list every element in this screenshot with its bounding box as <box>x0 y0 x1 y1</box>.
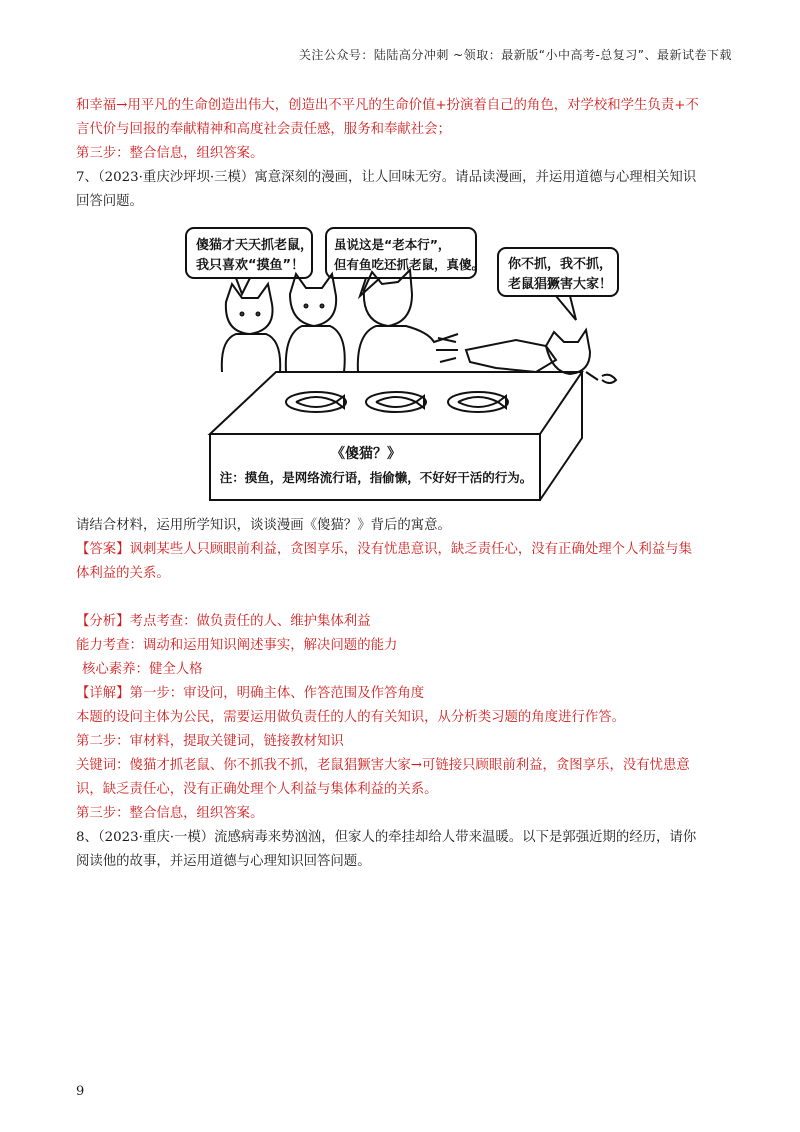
comic-bubble-1-line-2: 我只喜欢“摸鱼”！ <box>196 258 305 273</box>
question-7-cont: 回答问题。 <box>76 194 143 209</box>
text-line: 第三步：整合信息，组织答案。 <box>76 146 264 161</box>
analysis-line: 能力考查：调动和运用知识阐述事实，解决问题的能力 <box>76 638 398 653</box>
detail-line: 关键词：傻猫才抓老鼠、你不抓我不抓，老鼠猖獗害大家→可链接只顾眼前利益，贪图享乐，没有忧患意 <box>76 758 690 773</box>
comic-bubble-1-line-1: 傻猫才天天抓老鼠， <box>196 238 314 253</box>
detail-line: 【详解】第一步：审设问，明确主体、作答范围及作答角度 <box>76 686 425 701</box>
detail-line: 本题的设问主体为公民，需要运用做负责任的人的有关知识，从分析类习题的角度进行作答。 <box>76 710 626 725</box>
comic-note: 注：摸鱼，是网络流行语，指偷懒，不好好干活的行为。 <box>219 470 533 485</box>
comic-bubble-2-line-2: 但有鱼吃还抓老鼠，真傻。 <box>334 257 485 272</box>
comic-svg <box>166 222 666 512</box>
text-line: 和幸福→用平凡的生命创造出伟大，创造出不平凡的生命价值+扮演着自己的角色，对学校和学生负责+不 <box>76 98 699 113</box>
analysis-line-text: 【分析】考点考查：做负责任的人、维护集体利益 <box>76 614 371 629</box>
comic-bubble-2-line-1: 虽说这是“老本行”， <box>334 237 451 252</box>
text-line: 言代价与回报的奉献精神和高度社会责任感，服务和奉献社会； <box>76 122 451 137</box>
analysis-line <box>76 610 728 634</box>
page-content <box>76 94 728 874</box>
comic-illustration <box>166 222 666 512</box>
detail-line: 第二步：审材料，提取关键词，链接教材知识 <box>76 734 344 749</box>
answer-line: 【答案】讽刺某些人只顾眼前利益，贪图享乐，没有忧患意识，缺乏责任心，没有正确处理个人利益与集 <box>76 542 692 557</box>
comic-bubble-3-line-2: 老鼠猖獗害大家！ <box>508 277 613 292</box>
question-8-cont: 阅读他的故事，并运用道德与心理知识回答问题。 <box>76 854 371 869</box>
detail-line: 第三步：整合信息，组织答案。 <box>76 806 264 821</box>
comic-bubble-3-line-1: 你不抓，我不抓， <box>508 257 613 272</box>
detail-line: 识，缺乏责任心，没有正确处理个人利益与集体利益的关系。 <box>76 782 438 797</box>
question-8: 8、（2023·重庆·一模）流感病毒来势汹汹，但家人的牵挂却给人带来温暖。以下是郭强近期的经历，请你 <box>76 830 697 845</box>
comic-title: 《傻猫？》 <box>331 446 401 462</box>
answer-line: 体利益的关系。 <box>76 566 170 581</box>
page-header: 关注公众号：陆陆高分冲刺 ~领取：最新版“小中高考-总复习”、最新试卷下载 <box>298 48 732 62</box>
question-7: 7、（2023·重庆沙坪坝·三模）寓意深刻的漫画，让人回味无穷。请品读漫画，并运用道德与心理相关知识 <box>76 170 697 185</box>
analysis-line: 核心素养：健全人格 <box>82 662 203 677</box>
question-prompt: 请结合材料，运用所学知识，谈谈漫画《傻猫？》背后的寓意。 <box>76 518 451 533</box>
page-number: 9 <box>76 1084 85 1099</box>
